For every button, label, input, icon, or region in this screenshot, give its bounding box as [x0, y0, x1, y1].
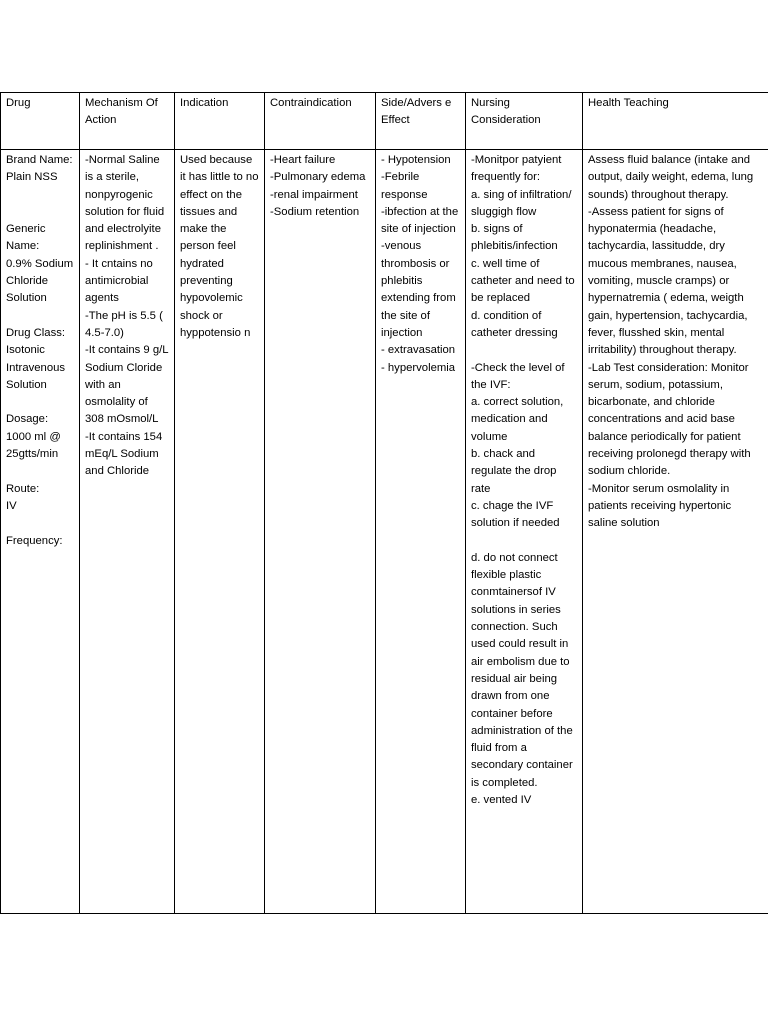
health-p1: Assess fluid balance (intake and output, daily weight, edema, lung sounds) throughout therapy. — [588, 154, 754, 201]
table-row — [1, 150, 768, 914]
nursing-3: b. signs of phlebitis/infection — [471, 223, 558, 253]
frequency-label: Frequency: — [6, 534, 63, 547]
cell-nursing — [466, 150, 583, 914]
contraindication-1: -Heart failure — [270, 154, 336, 166]
health-p3: -Lab Test consideration: Monitor serum, sodium, potassium, bicarbonate, and chloride concentrations and acid base balance periodically for patient receiving prolonegd therapy with sodium chloride. — [588, 361, 751, 478]
dosage-label: Dosage: — [6, 413, 49, 426]
side-effect-6: - hypervolemia — [381, 361, 456, 374]
header-health-teaching: Health Teaching — [583, 93, 768, 150]
nursing-4: c. well time of catheter and need to be replaced — [471, 257, 575, 305]
cell-health-teaching — [583, 150, 768, 914]
route-label: Route: — [6, 482, 40, 495]
cell-contraindication — [265, 150, 376, 914]
nursing-10: d. do not connect flexible plastic conmtainersof IV solutions in series connection. Such used could result in air embolism due to residual air being drawn from one container before administration of the fluid from a secondary container is completed. — [471, 551, 573, 789]
nursing-9: c. chage the IVF solution if needed — [471, 499, 560, 530]
header-indication: Indication — [175, 93, 265, 150]
mechanism-p4: -It contains 9 g/L Sodium Cloride with an osmolality of 308 mOsmol/L — [85, 344, 169, 426]
header-mechanism: Mechanism Of Action — [80, 93, 175, 150]
cell-side-effect — [376, 150, 466, 914]
route-value: IV — [6, 499, 17, 512]
cell-mechanism — [80, 150, 175, 914]
generic-label: Generic Name: — [6, 223, 46, 253]
contraindication-4: -Sodium retention — [270, 205, 360, 218]
header-contraindication: Contraindication — [265, 93, 376, 150]
contraindication-2: -Pulmonary edema — [270, 171, 366, 184]
mechanism-p3: -The pH is 5.5 ( 4.5-7.0) — [85, 309, 163, 339]
mechanism-p1: -Normal Saline is a sterile, nonpyrogenic solution for fluid and electrolyite replinishment . — [85, 154, 165, 253]
nursing-1: -Monitpor patyient frequently for: — [471, 154, 562, 184]
header-side-effect: Side/Advers e Effect — [376, 93, 466, 150]
header-drug: Drug — [1, 93, 80, 150]
nursing-6: -Check the level of the IVF: — [471, 361, 565, 391]
nursing-8: b. chack and regulate the drop rate — [471, 448, 557, 495]
indication-text: Used because it has little to no effect on the tissues and make the person feel hydrated preventing hypovolemic shock or hyppotensio n — [180, 154, 259, 339]
brand-label: Brand Name: — [6, 154, 73, 166]
side-effect-4: -venous thrombosis or phlebitis extending from the site of injection — [381, 240, 456, 339]
nursing-5: d. condition of catheter dressing — [471, 309, 558, 339]
contraindication-3: -renal impairment — [270, 188, 358, 201]
nursing-11: e. vented IV — [471, 793, 532, 806]
nursing-7: a. correct solution, medication and volume — [471, 396, 564, 443]
brand-value: Plain NSS — [6, 171, 58, 184]
cell-indication — [175, 150, 265, 914]
class-value: Isotonic Intravenous Solution — [6, 344, 66, 391]
table-header-row — [1, 93, 768, 150]
side-effect-1: - Hypotension — [381, 154, 451, 166]
generic-value: 0.9% Sodium Chloride Solution — [6, 257, 74, 305]
side-effect-2: -Febrile response — [381, 171, 428, 201]
header-nursing: Nursing Consideration — [466, 93, 583, 150]
dosage-value: 1000 ml @ 25gtts/min — [6, 430, 61, 461]
drug-study-table — [0, 92, 768, 914]
side-effect-5: - extravasation — [381, 344, 456, 357]
health-p4: -Monitor serum osmolality in patients receiving hypertonic saline solution — [588, 482, 732, 530]
cell-drug — [1, 150, 80, 914]
health-p2: -Assess patient for signs of hyponatermia (headache, tachycardia, lassitudde, dry mucous membranes, nausea, vomiting, muscle cramps) or hypernatremia ( edema, weigth gain, hypertension, tachycardia, fever, flusshed skin, mental irritability) throughout therapy. — [588, 205, 748, 357]
nursing-2: a. sing of infiltration/ sluggigh flow — [471, 188, 572, 218]
class-label: Drug Class: — [6, 326, 66, 339]
mechanism-p5: -It contains 154 mEq/L Sodium and Chloride — [85, 430, 163, 478]
mechanism-p2: - It cntains no antimicrobial agents — [85, 257, 153, 305]
side-effect-3: -ibfection at the site of injection — [381, 205, 459, 236]
drug-study-document — [0, 92, 768, 914]
